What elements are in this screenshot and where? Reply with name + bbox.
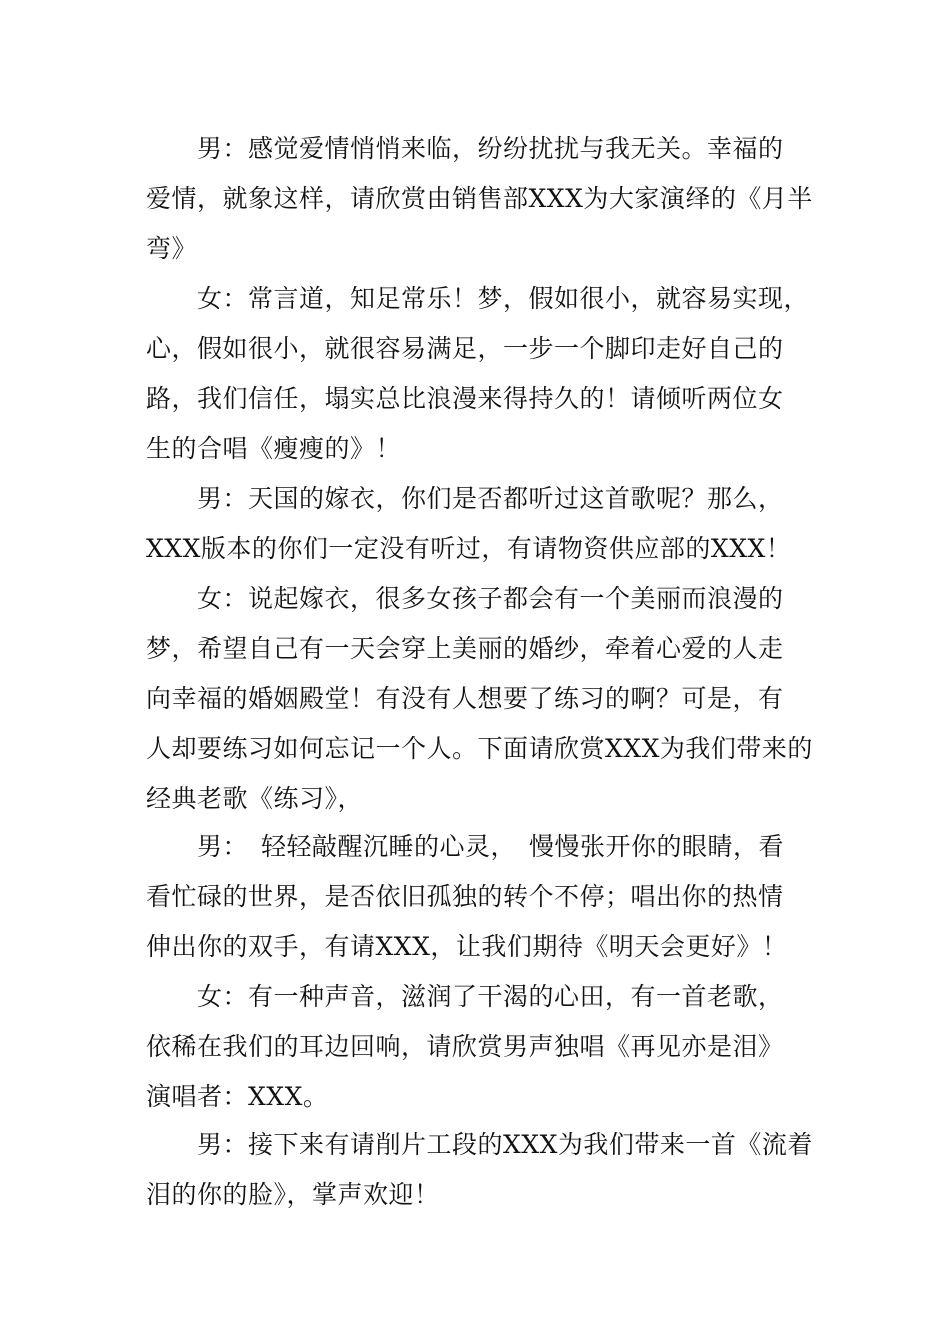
paragraph-6-line-1: 女：有一种声音，滋润了干渴的心田，有一首老歌， [146,982,784,1011]
paragraph-6-line-3: 演唱者：XXX。 [146,1082,329,1111]
paragraph-2-line-4: 生的合唱《瘦瘦的》！ [146,434,402,463]
paragraph-5-line-1: 男： 轻轻敲醒沉睡的心灵， 慢慢张开你的眼睛，看 [146,832,785,861]
paragraph-4-line-3: 向幸福的婚姻殿堂！有没有人想要了练习的啊？可是，有 [146,684,784,713]
paragraph-6-line-2: 依稀在我们的耳边回响，请欣赏男声独唱《再见亦是泪》 [146,1032,784,1061]
paragraph-7-line-1: 男：接下来有请削片工段的XXX为我们带来一首《流着 [146,1130,813,1159]
paragraph-3-line-2: XXX版本的你们一定没有听过，有请物资供应部的XXX！ [146,534,792,563]
paragraph-4-line-4: 人却要练习如何忘记一个人。下面请欣赏XXX为我们带来的 [146,734,813,763]
paragraph-1-line-3: 弯》 [146,234,198,263]
paragraph-4-line-1: 女：说起嫁衣，很多女孩子都会有一个美丽而浪漫的 [146,584,784,613]
paragraph-4-line-2: 梦，希望自己有一天会穿上美丽的婚纱，牵着心爱的人走 [146,634,784,663]
paragraph-2-line-3: 路，我们信任，塌实总比浪漫来得持久的！请倾听两位女 [146,384,784,413]
paragraph-7-line-2: 泪的你的脸》，掌声欢迎！ [146,1180,440,1209]
paragraph-5-line-2: 看忙碌的世界，是否依旧孤独的转个不停；唱出你的热情 [146,882,784,911]
paragraph-2-line-2: 心，假如很小，就很容易满足，一步一个脚印走好自己的 [146,334,784,363]
paragraph-3-line-1: 男：天国的嫁衣，你们是否都听过这首歌呢？那么， [146,484,784,513]
paragraph-1-line-2: 爱情，就象这样，请欣赏由销售部XXX为大家演绎的《月半 [146,184,813,213]
paragraph-4-line-5: 经典老歌《练习》， [146,784,364,813]
paragraph-5-line-3: 伸出你的双手，有请XXX，让我们期待《明天会更好》！ [146,932,788,961]
paragraph-1-line-1: 男：感觉爱情悄悄来临，纷纷扰扰与我无关。幸福的 [146,134,784,163]
paragraph-2-line-1: 女：常言道，知足常乐！梦，假如很小，就容易实现， [146,284,810,313]
